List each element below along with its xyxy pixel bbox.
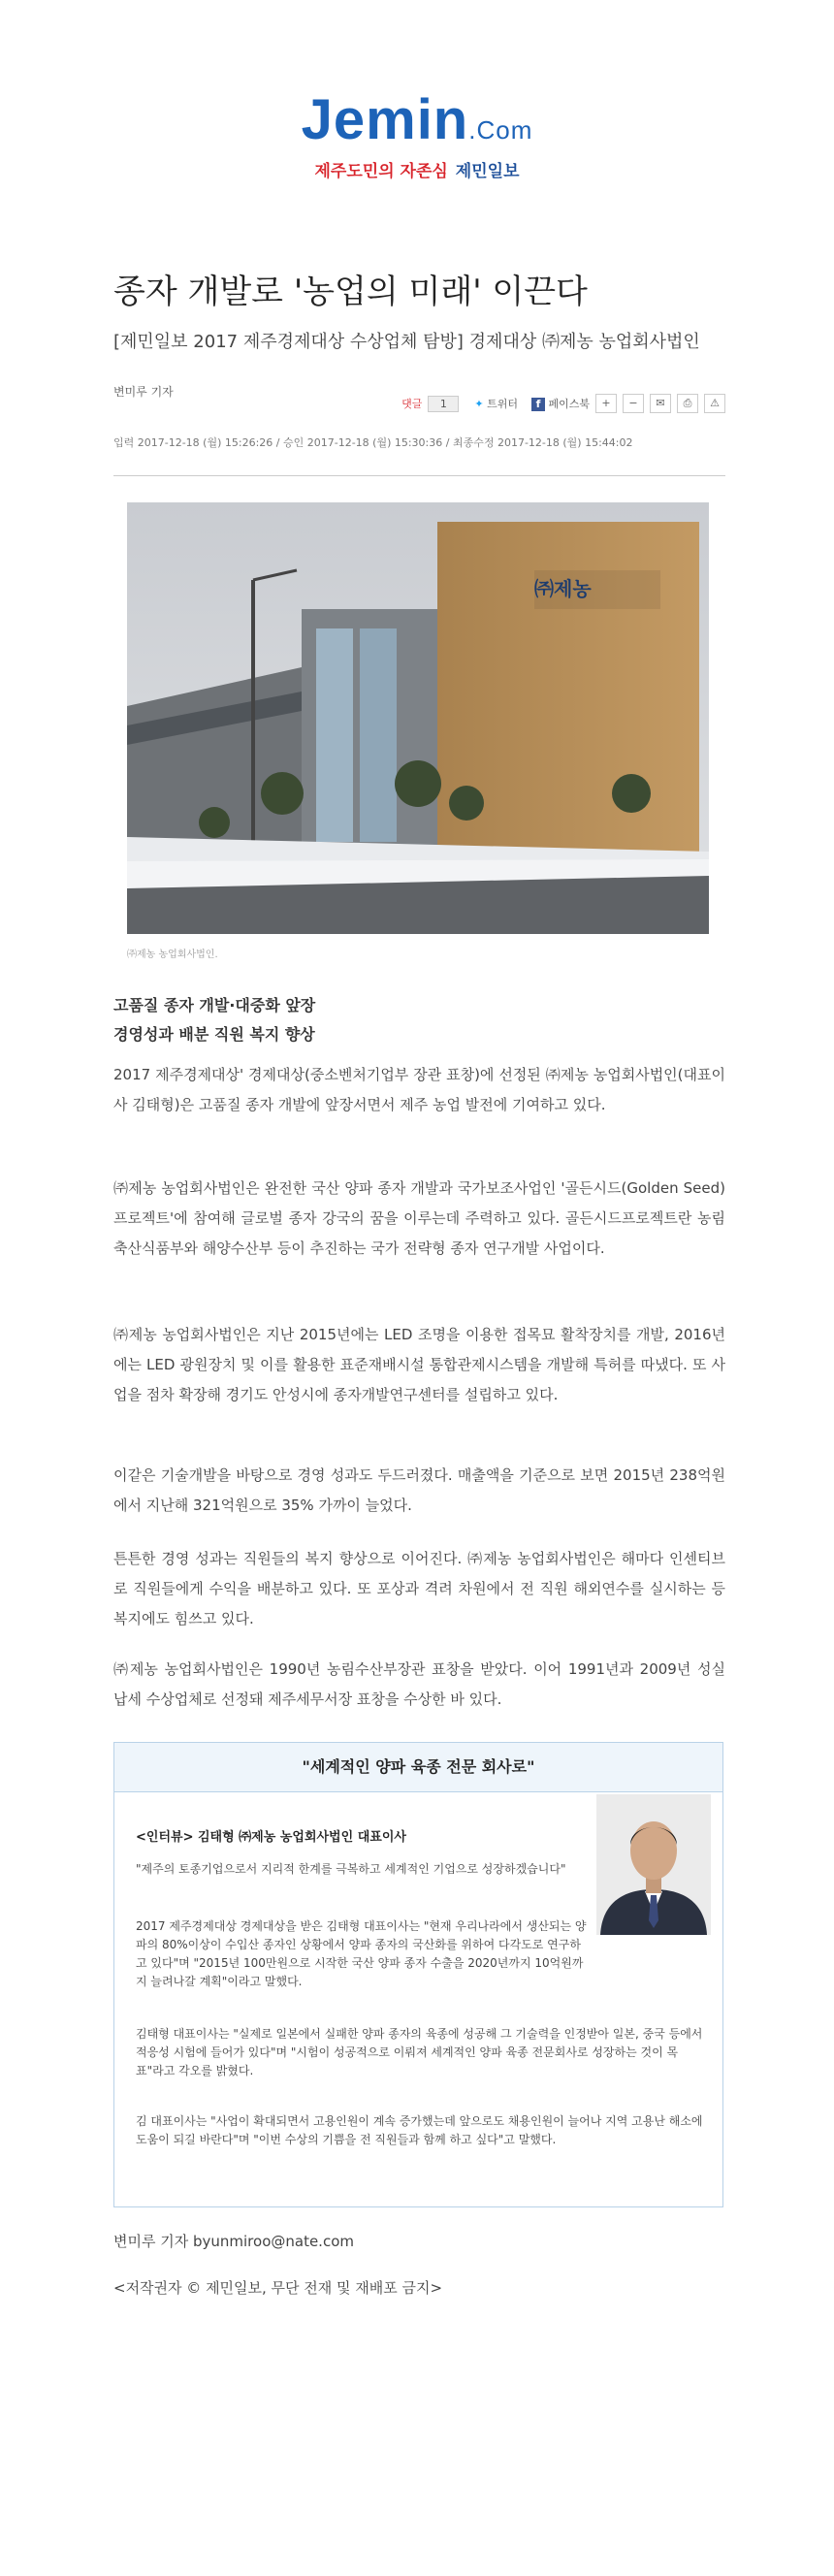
article-paragraph: ㈜제농 농업회사법인은 완전한 국산 양파 종자 개발과 국가보조사업인 '골든시드(Golden Seed)프로젝트'에 참여해 글로벌 종자 강국의 꿈을 이루는데 주력하고 있다. 골든시드프로젝트란 농림축산식품부와 해양수산부 등이 추진하는 국가 전략형 종자 연구개발 사업이다. [113, 1179, 725, 1257]
copyright-notice: <저작권자 © 제민일보, 무단 전재 및 재배포 금지> [113, 2279, 443, 2297]
logo-wordmark: Jemin.Com [301, 88, 533, 151]
interview-paragraph: 김태형 대표이사는 "실제로 일본에서 실패한 양파 종자의 육종에 성공해 그 기술력을 인정받아 일본, 중국 등에서 적응성 시험에 들어가 있다"며 "시험이 성공적으로 이뤄져 세계적인 양파 육종 전문회사로 성장하는 것이 목표"라고 각오를 밝혔다. [136, 2027, 703, 2077]
comment-count[interactable]: 1 [428, 396, 459, 412]
font-decrease-button[interactable]: − [623, 394, 644, 413]
facebook-icon: f [531, 398, 545, 411]
font-increase-button[interactable]: + [595, 394, 617, 413]
interview-heading: "세계적인 양파 육종 전문 회사로" [114, 1743, 722, 1792]
photo-caption: ㈜제농 농업회사법인. [127, 950, 218, 960]
reporter-email[interactable]: 변미루 기자 byunmiroo@nate.com [113, 2233, 354, 2250]
logo-slogan: 제주도민의 자존심 제민일보 [314, 162, 520, 181]
print-icon[interactable]: ⎙ [677, 394, 698, 413]
article-paragraph: 2017 제주경제대상' 경제대상(중소벤처기업부 장관 표창)에 선정된 ㈜제농 농업회사법인(대표이사 김태형)은 고품질 종자 개발에 앞장서면서 제주 농업 발전에 기여하고 있다. [113, 1066, 725, 1113]
article-paragraph: ㈜제농 농업회사법인은 지난 2015년에는 LED 조명을 이용한 접목묘 활착장치를 개발, 2016년에는 LED 광원장치 및 이를 활용한 표준재배시설 통합관제시스템을 개발해 특허를 따냈다. 또 사업을 점차 확장해 경기도 안성시에 종자개발연구센터를 설립하고 있다. [113, 1326, 725, 1403]
highlight-line: 고품질 종자 개발·대중화 앞장 [113, 996, 316, 1014]
article-paragraph: ㈜제농 농업회사법인은 1990년 농림수산부장관 표창을 받았다. 이어 1991년과 2009년 성실 납세 수상업체로 선정돼 제주세무서장 표창을 수상한 바 있다. [113, 1660, 725, 1708]
interview-box [113, 1742, 723, 2207]
interview-paragraph: 김 대표이사는 "사업이 확대되면서 고용인원이 계속 증가했는데 앞으로도 채용인원이 늘어나 지역 고용난 해소에 도움이 되길 바란다"며 "이번 수상의 기쁨을 전 직원들과 함께 하고 싶다"고 말했다. [136, 2114, 703, 2146]
site-logo[interactable] [0, 89, 834, 181]
article-paragraph: 이같은 기술개발을 바탕으로 경영 성과도 두드러졌다. 매출액을 기준으로 보면 2015년 238억원에서 지난해 321억원으로 35% 가까이 늘었다. [113, 1466, 725, 1514]
article-paragraph: 튼튼한 경영 성과는 직원들의 복지 향상으로 이어진다. ㈜제농 농업회사법인은 해마다 인센티브로 직원들에게 수익을 배분하고 있다. 또 포상과 격려 차원에서 전 직원 해외연수를 실시하는 등 복지에도 힘쓰고 있다. [113, 1550, 725, 1627]
article-highlights [113, 991, 725, 1049]
interview-subject: <인터뷰> 김태형 ㈜제농 농업회사법인 대표이사 [136, 1830, 406, 1845]
highlight-line: 경영성과 배분 직원 복지 향상 [113, 1025, 315, 1044]
twitter-icon: ✦ [474, 398, 484, 410]
article-title: 종자 개발로 '농업의 미래' 이끈다 [113, 273, 588, 311]
svg-text:㈜제농: ㈜제농 [534, 577, 592, 600]
article-photo [127, 502, 709, 934]
divider [113, 475, 725, 476]
comment-label[interactable]: 댓글 [401, 398, 423, 410]
email-icon[interactable]: ✉ [650, 394, 671, 413]
report-icon[interactable]: ⚠ [704, 394, 725, 413]
avatar [596, 1794, 711, 1935]
share-toolbar [401, 394, 725, 413]
twitter-share[interactable]: ✦ 트위터 [474, 398, 518, 410]
publish-meta: 입력 2017-12-18 (월) 15:26:26 / 승인 2017-12-18 (월) 15:30:36 / 최종수정 2017-12-18 (월) 15:44:02 [113, 436, 633, 449]
facebook-share[interactable]: f 페이스북 [531, 396, 590, 411]
interview-paragraph: 2017 제주경제대상 경제대상을 받은 김태형 대표이사는 "현재 우리나라에서 생산되는 양파의 80%이상이 수입산 종자인 상황에서 양파 종자의 국산화를 위하여 다각도로 연구하고 있다"며 "2015년 100만원으로 시작한 국산 양파 종자 수출을 2020년까지 10억원까지 늘려나갈 계획"이라고 말했다. [136, 1919, 587, 1988]
article-subtitle: [제민일보 2017 제주경제대상 수상업체 탐방] 경제대상 ㈜제농 농업회사법인 [113, 332, 700, 352]
byline: 변미루 기자 [113, 385, 174, 399]
interview-quote: "제주의 토종기업으로서 지리적 한계를 극복하고 세계적인 기업으로 성장하겠습니다" [136, 1862, 566, 1876]
